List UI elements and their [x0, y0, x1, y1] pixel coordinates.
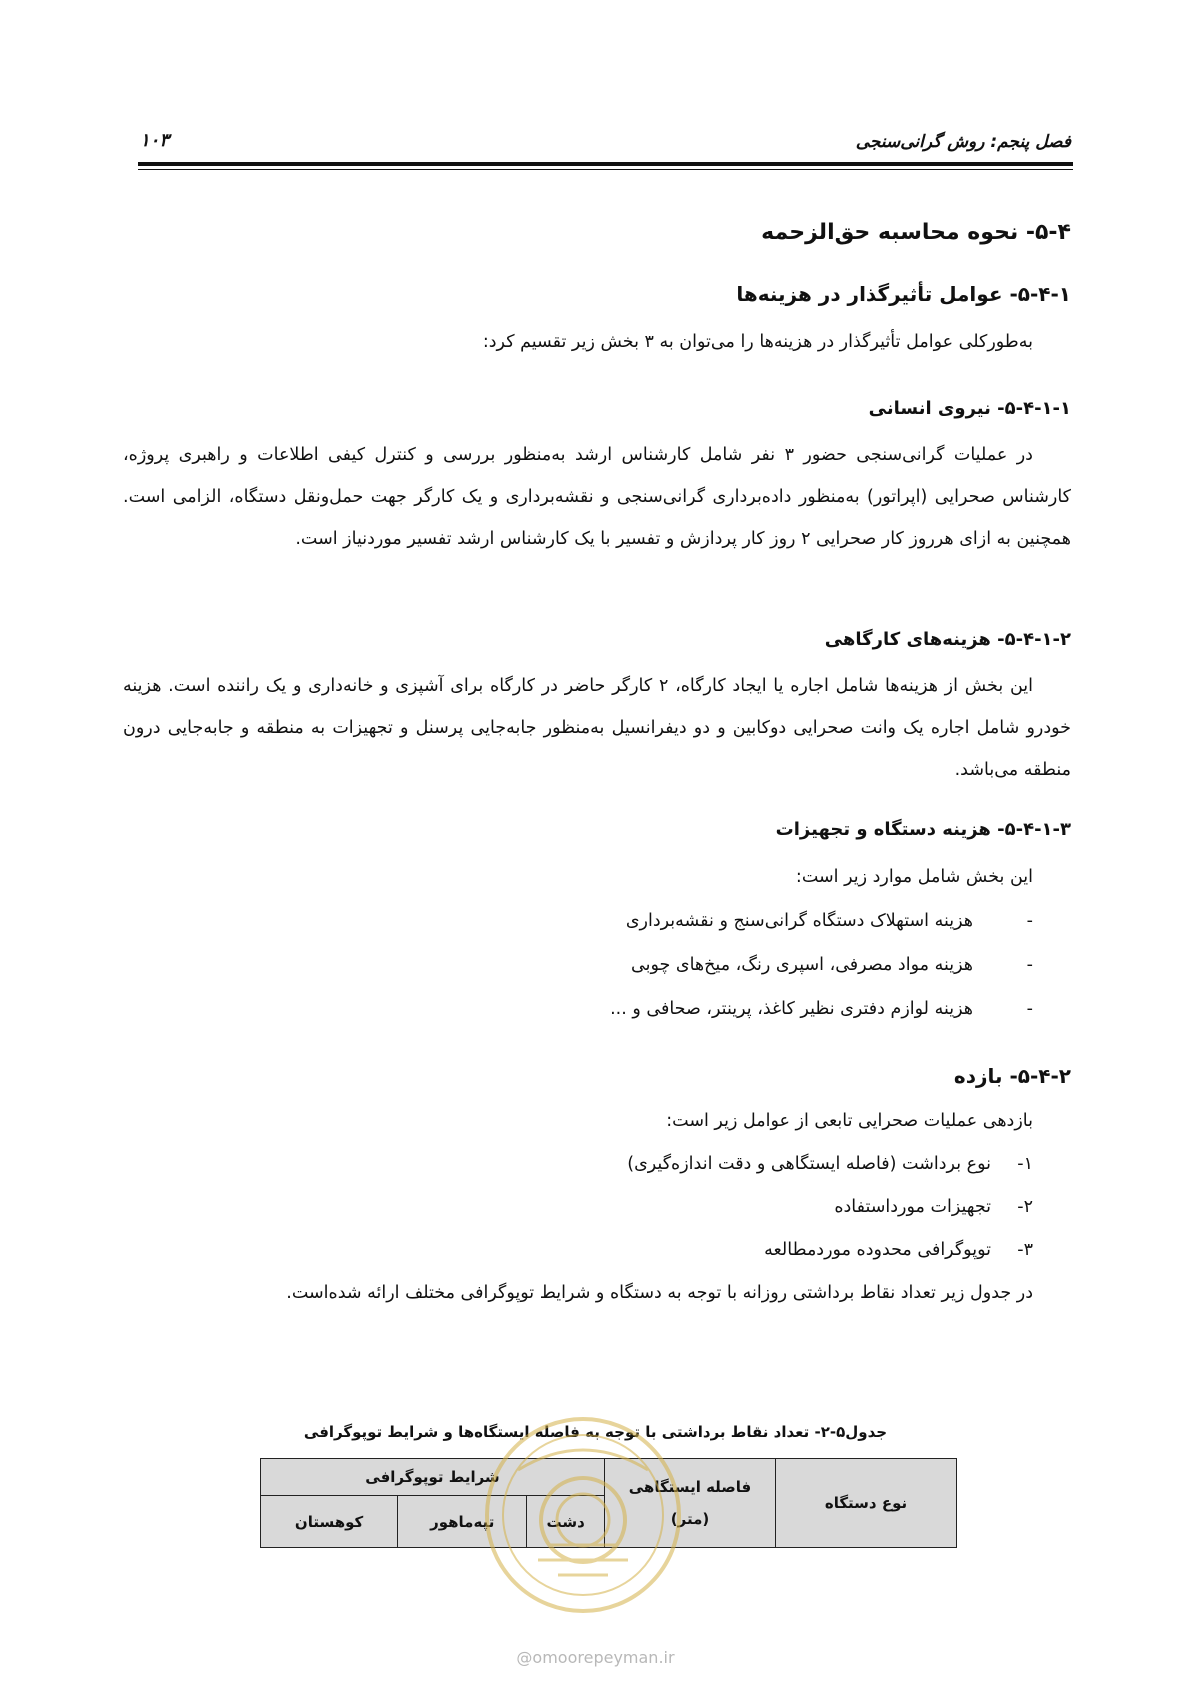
- efficiency-intro: بازدهی عملیات صحرایی تابعی از عوامل زیر است:: [666, 1111, 1033, 1131]
- numbered-item: [764, 1240, 1033, 1260]
- subsection-heading-efficiency: ۵-۴-۲- بازده: [953, 1064, 1071, 1088]
- heading-manpower: ۵-۴-۱-۱- نیروی انسانی: [868, 398, 1071, 419]
- header-distance-unit: (متر): [670, 1510, 710, 1528]
- bullet-dash: -: [1026, 911, 1033, 931]
- paragraph-workshop-costs: این بخش از هزینه‌ها شامل اجاره یا ایجاد کارگاه، ۲ کارگر حاضر در کارگاه برای آشپزی و خانه‌داری و یک راننده است. هزینه خودرو شامل اجاره یک وانت صحرایی دوکابین و دو دیفرانسیل به‌منظور جابه‌جایی پرسنل و تجهیزات به منطقه و جابه‌جایی درون منطقه می‌باشد.: [123, 676, 1071, 780]
- watermark-text: @omoorepeyman.ir: [516, 1648, 675, 1667]
- factors-intro: به‌طورکلی عوامل تأثیرگذار در هزینه‌ها را می‌توان به ۳ بخش زیر تقسیم کرد:: [482, 332, 1033, 352]
- equipment-intro: این بخش شامل موارد زیر است:: [795, 867, 1033, 887]
- header-topography: شرایط توپوگرافی: [261, 1459, 605, 1496]
- watermark-seal-icon: [478, 1410, 688, 1620]
- list-item: [610, 999, 1033, 1019]
- heading-equipment-costs: ۵-۴-۱-۳- هزینه دستگاه و تجهیزات: [775, 819, 1071, 840]
- item-number: ۳-: [1017, 1240, 1033, 1260]
- table-caption: جدول۵-۲- تعداد نقاط برداشتی با توجه به فاصله ایستگاه‌ها و شرایط توپوگرافی: [303, 1423, 888, 1441]
- bullet-text: هزینه لوازم دفتری نظیر کاغذ، پرینتر، صحافی و ...: [610, 999, 973, 1019]
- bullet-text: هزینه استهلاک دستگاه گرانی‌سنج و نقشه‌برداری: [625, 911, 973, 931]
- header-hills: تپه‌ماهور: [398, 1496, 527, 1548]
- page-number: ۱۰۳: [140, 130, 170, 151]
- heading-workshop-costs: ۵-۴-۱-۲- هزینه‌های کارگاهی: [824, 629, 1071, 650]
- table-intro: در جدول زیر تعداد نقاط برداشتی روزانه با توجه به دستگاه و شرایط توپوگرافی مختلف ارائه شده‌است.: [286, 1283, 1033, 1303]
- section-heading: ۵-۴- نحوه محاسبه حق‌الزحمه: [761, 220, 1071, 245]
- numbered-item: [834, 1197, 1033, 1217]
- numbered-item: [627, 1154, 1033, 1174]
- header-mountain: کوهستان: [261, 1496, 398, 1548]
- item-text: نوع برداشت (فاصله ایستگاهی و دقت اندازه‌گیری): [627, 1154, 991, 1174]
- bullet-text: هزینه مواد مصرفی، اسپری رنگ، میخ‌های چوبی: [631, 955, 973, 975]
- header-distance-label: فاصله ایستگاهی: [628, 1478, 752, 1496]
- list-item: [631, 955, 1033, 975]
- item-number: ۲-: [1017, 1197, 1033, 1217]
- item-number: ۱-: [1017, 1154, 1033, 1174]
- header-plain: دشت: [527, 1496, 605, 1548]
- header-rule-thick: [138, 162, 1073, 166]
- header-device: نوع دستگاه: [776, 1459, 957, 1548]
- bullet-dash: -: [1026, 955, 1033, 975]
- chapter-title: فصل پنجم: روش گرانی‌سنجی: [855, 132, 1071, 152]
- list-item: [626, 911, 1033, 931]
- item-text: توپوگرافی محدوده موردمطالعه: [764, 1240, 991, 1260]
- header-rule-thin: [138, 169, 1073, 170]
- paragraph-manpower: در عملیات گرانی‌سنجی حضور ۳ نفر شامل کارشناس ارشد به‌منظور بررسی و کنترل کیفی اطلاعات و راهبری پروژه، کارشناس صحرایی (اپراتور) به‌منظور داده‌برداری گرانی‌سنجی و نقشه‌برداری و یک کارگر جهت حمل‌ونقل دستگاه، الزامی است. همچنین به ازای هرروز کار صحرایی ۲ روز کار پردازش و تفسیر با یک کارشناس ارشد تفسیر موردنیاز است.: [123, 445, 1071, 549]
- bullet-dash: -: [1026, 999, 1033, 1019]
- item-text: تجهیزات مورداستفاده: [834, 1197, 991, 1217]
- subsection-heading-factors: ۵-۴-۱- عوامل تأثیرگذار در هزینه‌ها: [736, 282, 1071, 306]
